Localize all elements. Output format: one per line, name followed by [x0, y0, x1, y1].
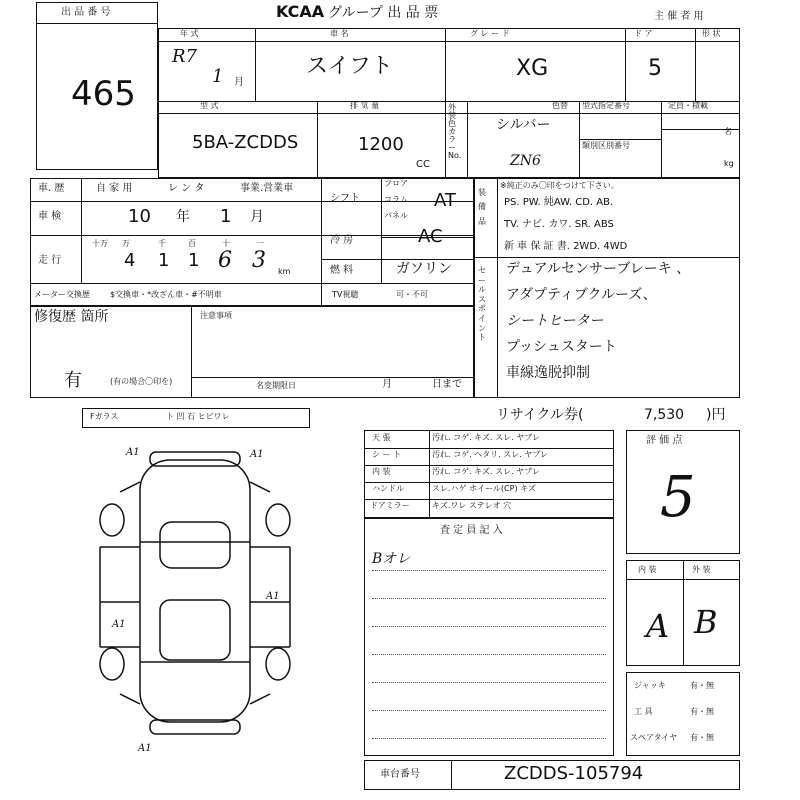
- interior-value: A: [646, 607, 670, 645]
- glass-options: ト 凹 石 ヒビワレ: [166, 412, 230, 421]
- shift-value: AT: [434, 190, 456, 211]
- year-prefix-value: R7: [172, 46, 198, 67]
- sales-point-label: セールスポイント: [478, 266, 486, 343]
- year-month-value: 1: [212, 66, 224, 87]
- damage-mark: A1: [250, 449, 264, 460]
- damage-mark: A1: [112, 619, 126, 630]
- exterior-value: B: [694, 603, 718, 641]
- inspection-year-value: 10: [128, 206, 151, 227]
- condition-row-label: 内 装: [372, 467, 391, 476]
- mileage-unit-hyaku: 百: [188, 239, 196, 248]
- shift-label: シフト: [330, 193, 360, 204]
- repair-history-note: (有の場合〇印を): [110, 377, 173, 386]
- condition-row-label: ドアミラー: [370, 501, 410, 510]
- sales-point-item: プッシュスタート: [506, 339, 617, 355]
- color-change-label: 色替: [552, 101, 568, 110]
- condition-row-options: 汚れ. コゲ. キズ. スレ. ヤブレ: [432, 467, 540, 476]
- spare-tire-label: スペアタイヤ: [630, 733, 678, 742]
- history-label: 車. 歴: [38, 183, 65, 194]
- interior-label: 内 装: [638, 565, 657, 574]
- grade-label: グ レ ー ド: [470, 29, 510, 38]
- interior-exterior-box: [626, 560, 740, 666]
- chassis-label: 車台番号: [380, 769, 420, 780]
- rental-option: レ ン タ: [168, 183, 205, 194]
- mileage-label: 走 行: [38, 255, 62, 266]
- mileage-unit-juu: 十: [222, 239, 230, 248]
- lot-number-label: 出 品 番 号: [61, 7, 111, 18]
- mileage-digit: 4: [124, 250, 136, 271]
- deadline-label: 名変期限日: [256, 381, 296, 390]
- exterior-label: 外 装: [692, 565, 711, 574]
- tv-value: 可・不可: [396, 290, 428, 299]
- aircon-value: AC: [418, 226, 443, 247]
- fuel-label: 燃 料: [330, 265, 354, 276]
- displacement-label: 排 気 量: [350, 101, 380, 110]
- inspector-notes-label: 査 定 員 記 入: [440, 525, 503, 536]
- year-label: 年 式: [180, 29, 199, 38]
- equipment-label: 装 備 品: [478, 188, 486, 226]
- header-title: グループ 出 品 票: [328, 5, 439, 21]
- condition-row-label: ハンドル: [372, 484, 404, 493]
- door-label: ド ア: [634, 29, 653, 38]
- shift-column-option: コラム: [384, 195, 408, 204]
- sales-point-item: デュアルセンサーブレーキ 、: [506, 261, 691, 277]
- mileage-unit-ichi: 一: [256, 239, 264, 248]
- mileage-digit: 6: [218, 248, 232, 273]
- condition-row-label: 天 張: [372, 433, 391, 442]
- inspector-note-value: Bオレ: [372, 551, 411, 567]
- mileage-digit: 1: [188, 250, 200, 271]
- sales-point-item: シートヒーター: [506, 313, 604, 329]
- car-name-value: スイフト: [306, 54, 393, 79]
- sales-point-item: アダプティブクルーズ、: [506, 287, 657, 303]
- condition-row-options: キズ.ワレ ステレオ 穴: [432, 501, 512, 510]
- model-value: 5BA-ZCDDS: [192, 132, 299, 153]
- mileage-unit-man: 万: [122, 239, 130, 248]
- tools-value: 有・無: [690, 707, 714, 716]
- damage-mark: A1: [266, 591, 280, 602]
- mileage-digit: 3: [252, 248, 266, 273]
- meter-exchange-label: メーター交換歴: [34, 290, 90, 299]
- capacity-kg-label: kg: [724, 159, 734, 168]
- lot-number-value: 465: [71, 74, 136, 114]
- class-number-label: 類別区別番号: [582, 141, 630, 150]
- header-logo: KCAA: [276, 2, 325, 21]
- car-name-label: 車 名: [330, 29, 349, 38]
- grade-value: XG: [516, 56, 549, 81]
- repair-history-label: 修復歴 箇所: [34, 309, 109, 325]
- inspection-label: 車 検: [38, 211, 62, 222]
- spare-tire-value: 有・無: [690, 733, 714, 742]
- fuel-value: ガソリン: [396, 261, 452, 277]
- year-month-label: 月: [234, 77, 244, 88]
- jack-label: ジャッキ: [634, 681, 666, 690]
- tv-label: TV視聴: [332, 290, 359, 299]
- doors-value: 5: [648, 56, 662, 81]
- recycle-yen-label: )円: [706, 407, 726, 423]
- inspection-year-unit: 年: [176, 209, 190, 225]
- condition-row-label: シ ー ト: [372, 450, 402, 459]
- private-option: 自 家 用: [96, 183, 133, 194]
- business-option: 事業.営業車: [240, 183, 294, 194]
- mileage-digit: 1: [158, 250, 170, 271]
- condition-row-options: 汚れ. コゲ. キズ. スレ. ヤブレ: [432, 433, 540, 442]
- deadline-day-label: 日まで: [432, 379, 462, 390]
- type-label: 型 式: [200, 101, 219, 110]
- lot-number-box: [36, 2, 158, 170]
- color-label: 外装色カラーNo.: [448, 103, 462, 160]
- mileage-unit-ten-thousand: 十万: [92, 239, 108, 248]
- color-value: シルバー: [496, 117, 551, 133]
- notes-label: 注意事項: [200, 311, 232, 320]
- condition-row-options: スレ.ハゲ ホイール(CP) キズ: [432, 484, 536, 493]
- score-value: 5: [660, 465, 696, 530]
- chassis-number-value: ZCDDS-105794: [504, 763, 644, 784]
- capacity-person-label: 名: [724, 127, 732, 136]
- tools-label: 工 具: [634, 707, 653, 716]
- equipment-line-1: PS. PW. 純AW. CD. AB.: [504, 197, 614, 208]
- capacity-label: 定員・積載: [668, 101, 708, 110]
- shape-label: 形 状: [702, 29, 721, 38]
- type-designation-label: 型式指定番号: [582, 101, 630, 110]
- deadline-month-label: 月: [382, 379, 392, 390]
- equipment-note: ※純正のみ〇印をつけて下さい。: [500, 181, 619, 190]
- damage-mark: A1: [138, 743, 152, 754]
- damage-mark: A1: [126, 447, 140, 458]
- score-label: 評 価 点: [646, 435, 683, 446]
- recycle-amount: 7,530: [644, 407, 685, 423]
- meter-exchange-note: $交換車・*改ざん車・#不明車: [110, 290, 222, 299]
- shift-panel-option: パネル: [384, 211, 408, 220]
- displacement-value: 1200: [358, 134, 404, 155]
- header-organizer: 主 催 者 用: [654, 11, 704, 22]
- cc-label: CC: [416, 159, 430, 170]
- inspection-month-value: 1: [220, 206, 232, 227]
- equipment-line-2: TV. ナビ. カワ. SR. ABS: [504, 219, 614, 230]
- shift-floor-option: フロア: [384, 179, 408, 188]
- condition-row-options: 汚れ. コゲ. ヘタリ. スレ. ヤブレ: [432, 450, 549, 459]
- sales-point-item: 車線逸脱抑制: [506, 365, 590, 381]
- aircon-label: 冷 房: [330, 235, 354, 246]
- color-no-value: ZN6: [510, 153, 541, 169]
- repair-history-value: 有: [64, 370, 82, 391]
- mileage-km-label: km: [278, 267, 291, 276]
- glass-label: Fガラス: [90, 412, 119, 421]
- inspection-month-unit: 月: [250, 209, 264, 225]
- mileage-unit-sen: 千: [158, 239, 166, 248]
- recycle-label: リサイクル券(: [496, 407, 584, 423]
- jack-value: 有・無: [690, 681, 714, 690]
- equipment-line-3: 新 車 保 証 書. 2WD. 4WD: [504, 241, 628, 252]
